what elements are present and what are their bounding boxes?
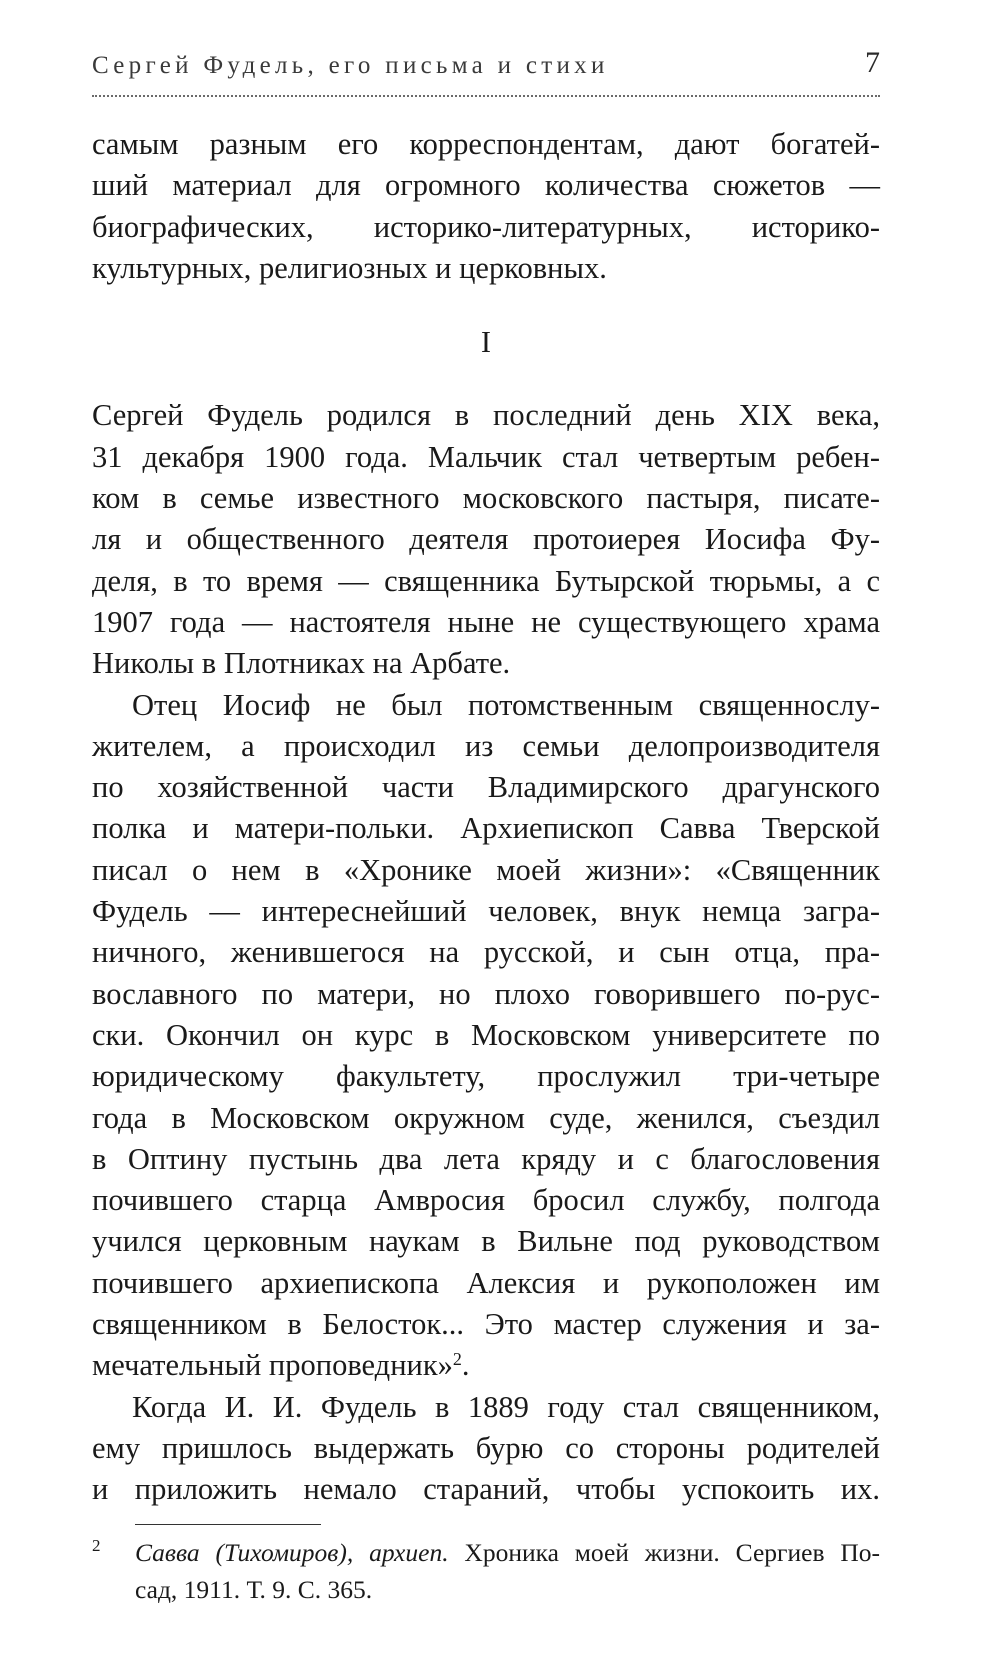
text-line: 1907 года — настоятеля ныне не существующего храма: [92, 604, 880, 639]
footnote-line: [135, 1534, 880, 1571]
paragraph-1: [92, 395, 880, 684]
text-line: ничного, женившегося на русской, и сын отца, пра-: [92, 935, 880, 970]
text-line: учился церковным наукам в Вильне под руководством: [92, 1224, 880, 1259]
text-line: Когда И. И. Фудель в 1889 году стал священником,: [132, 1389, 880, 1424]
running-title: Сергей Фудель, его письма и стихи: [92, 52, 609, 79]
text-line: священником в Белосток... Это мастер служения и за-: [92, 1307, 880, 1342]
text-line: по хозяйственной части Владимирского драгунского: [92, 770, 880, 805]
text-line: ком в семье известного московского пастыря, писате-: [92, 481, 880, 516]
text-line: полка и матери-польки. Архиепископ Савва Тверской: [92, 811, 880, 846]
header-dotted-rule: [92, 95, 880, 97]
text-line: вославного по матери, но плохо говорившего по-рус-: [92, 976, 880, 1011]
text-line: почившего старца Амвросия бросил службу, полгода: [92, 1183, 880, 1218]
text-line: почившего архиепископа Алексия и рукоположен им: [92, 1265, 880, 1300]
text-line: в Оптину пустынь два лета кряду и с благословения: [92, 1141, 880, 1176]
footnote-title: Хроника моей жизни. Сергиев По-: [448, 1538, 880, 1567]
text-line: биографических, историко-литературных, историко-: [92, 209, 880, 244]
footnote-reference[interactable]: 2: [452, 1349, 462, 1370]
text-line: Отец Иосиф не был потомственным священнослу-: [132, 687, 880, 722]
main-text: [92, 124, 880, 1511]
footnote: [92, 1534, 880, 1608]
text-fragment: .: [461, 1348, 470, 1383]
text-line: Николы в Плотниках на Арбате.: [92, 646, 511, 681]
text-line: ля и общественного деятеля протоиерея Иосифа Фу-: [92, 522, 880, 557]
paragraph-3: [92, 1387, 880, 1511]
intro-paragraph: [92, 124, 880, 289]
text-line: юридическому факультету, прослужил три-четыре: [92, 1059, 880, 1094]
text-line: жителем, а происходил из семьи делопроизводителя: [92, 728, 880, 763]
text-line: Сергей Фудель родился в последний день XIX века,: [92, 398, 880, 433]
text-line: Фудель — интереснейший человек, внук немца загра-: [92, 894, 880, 929]
page-number: 7: [865, 46, 880, 79]
text-line: деля, в то время — священника Бутырской тюрьмы, а с: [92, 563, 880, 598]
footnote-author: Савва (Тихомиров), архиеп.: [135, 1538, 449, 1567]
footnote-text: [135, 1534, 880, 1608]
text-line: ски. Окончил он курс в Московском университете по: [92, 1017, 880, 1052]
text-line: ему пришлось выдержать бурю со стороны родителей: [92, 1430, 880, 1465]
section-heading: I: [480, 325, 492, 360]
text-fragment: мечательный проповедник»: [92, 1348, 453, 1383]
text-line: и приложить немало стараний, чтобы успокоить их.: [92, 1472, 880, 1507]
footnote-line: сад, 1911. Т. 9. С. 365.: [135, 1575, 373, 1604]
text-line: писал о нем в «Хронике моей жизни»: «Священник: [92, 852, 880, 887]
text-line: [92, 1345, 880, 1386]
footnote-number: 2: [92, 1536, 101, 1555]
paragraph-2: [92, 685, 880, 1387]
footnote-separator: [135, 1524, 321, 1525]
text-line: ший материал для огромного количества сюжетов —: [92, 168, 880, 203]
text-line: самым разным его корреспондентам, дают богатей-: [92, 127, 880, 161]
text-line: культурных, религиозных и церковных.: [92, 250, 607, 285]
text-line: 31 декабря 1900 года. Мальчик стал четвертым ребен-: [92, 439, 880, 474]
text-line: года в Московском окружном суде, женился, съездил: [92, 1100, 880, 1135]
